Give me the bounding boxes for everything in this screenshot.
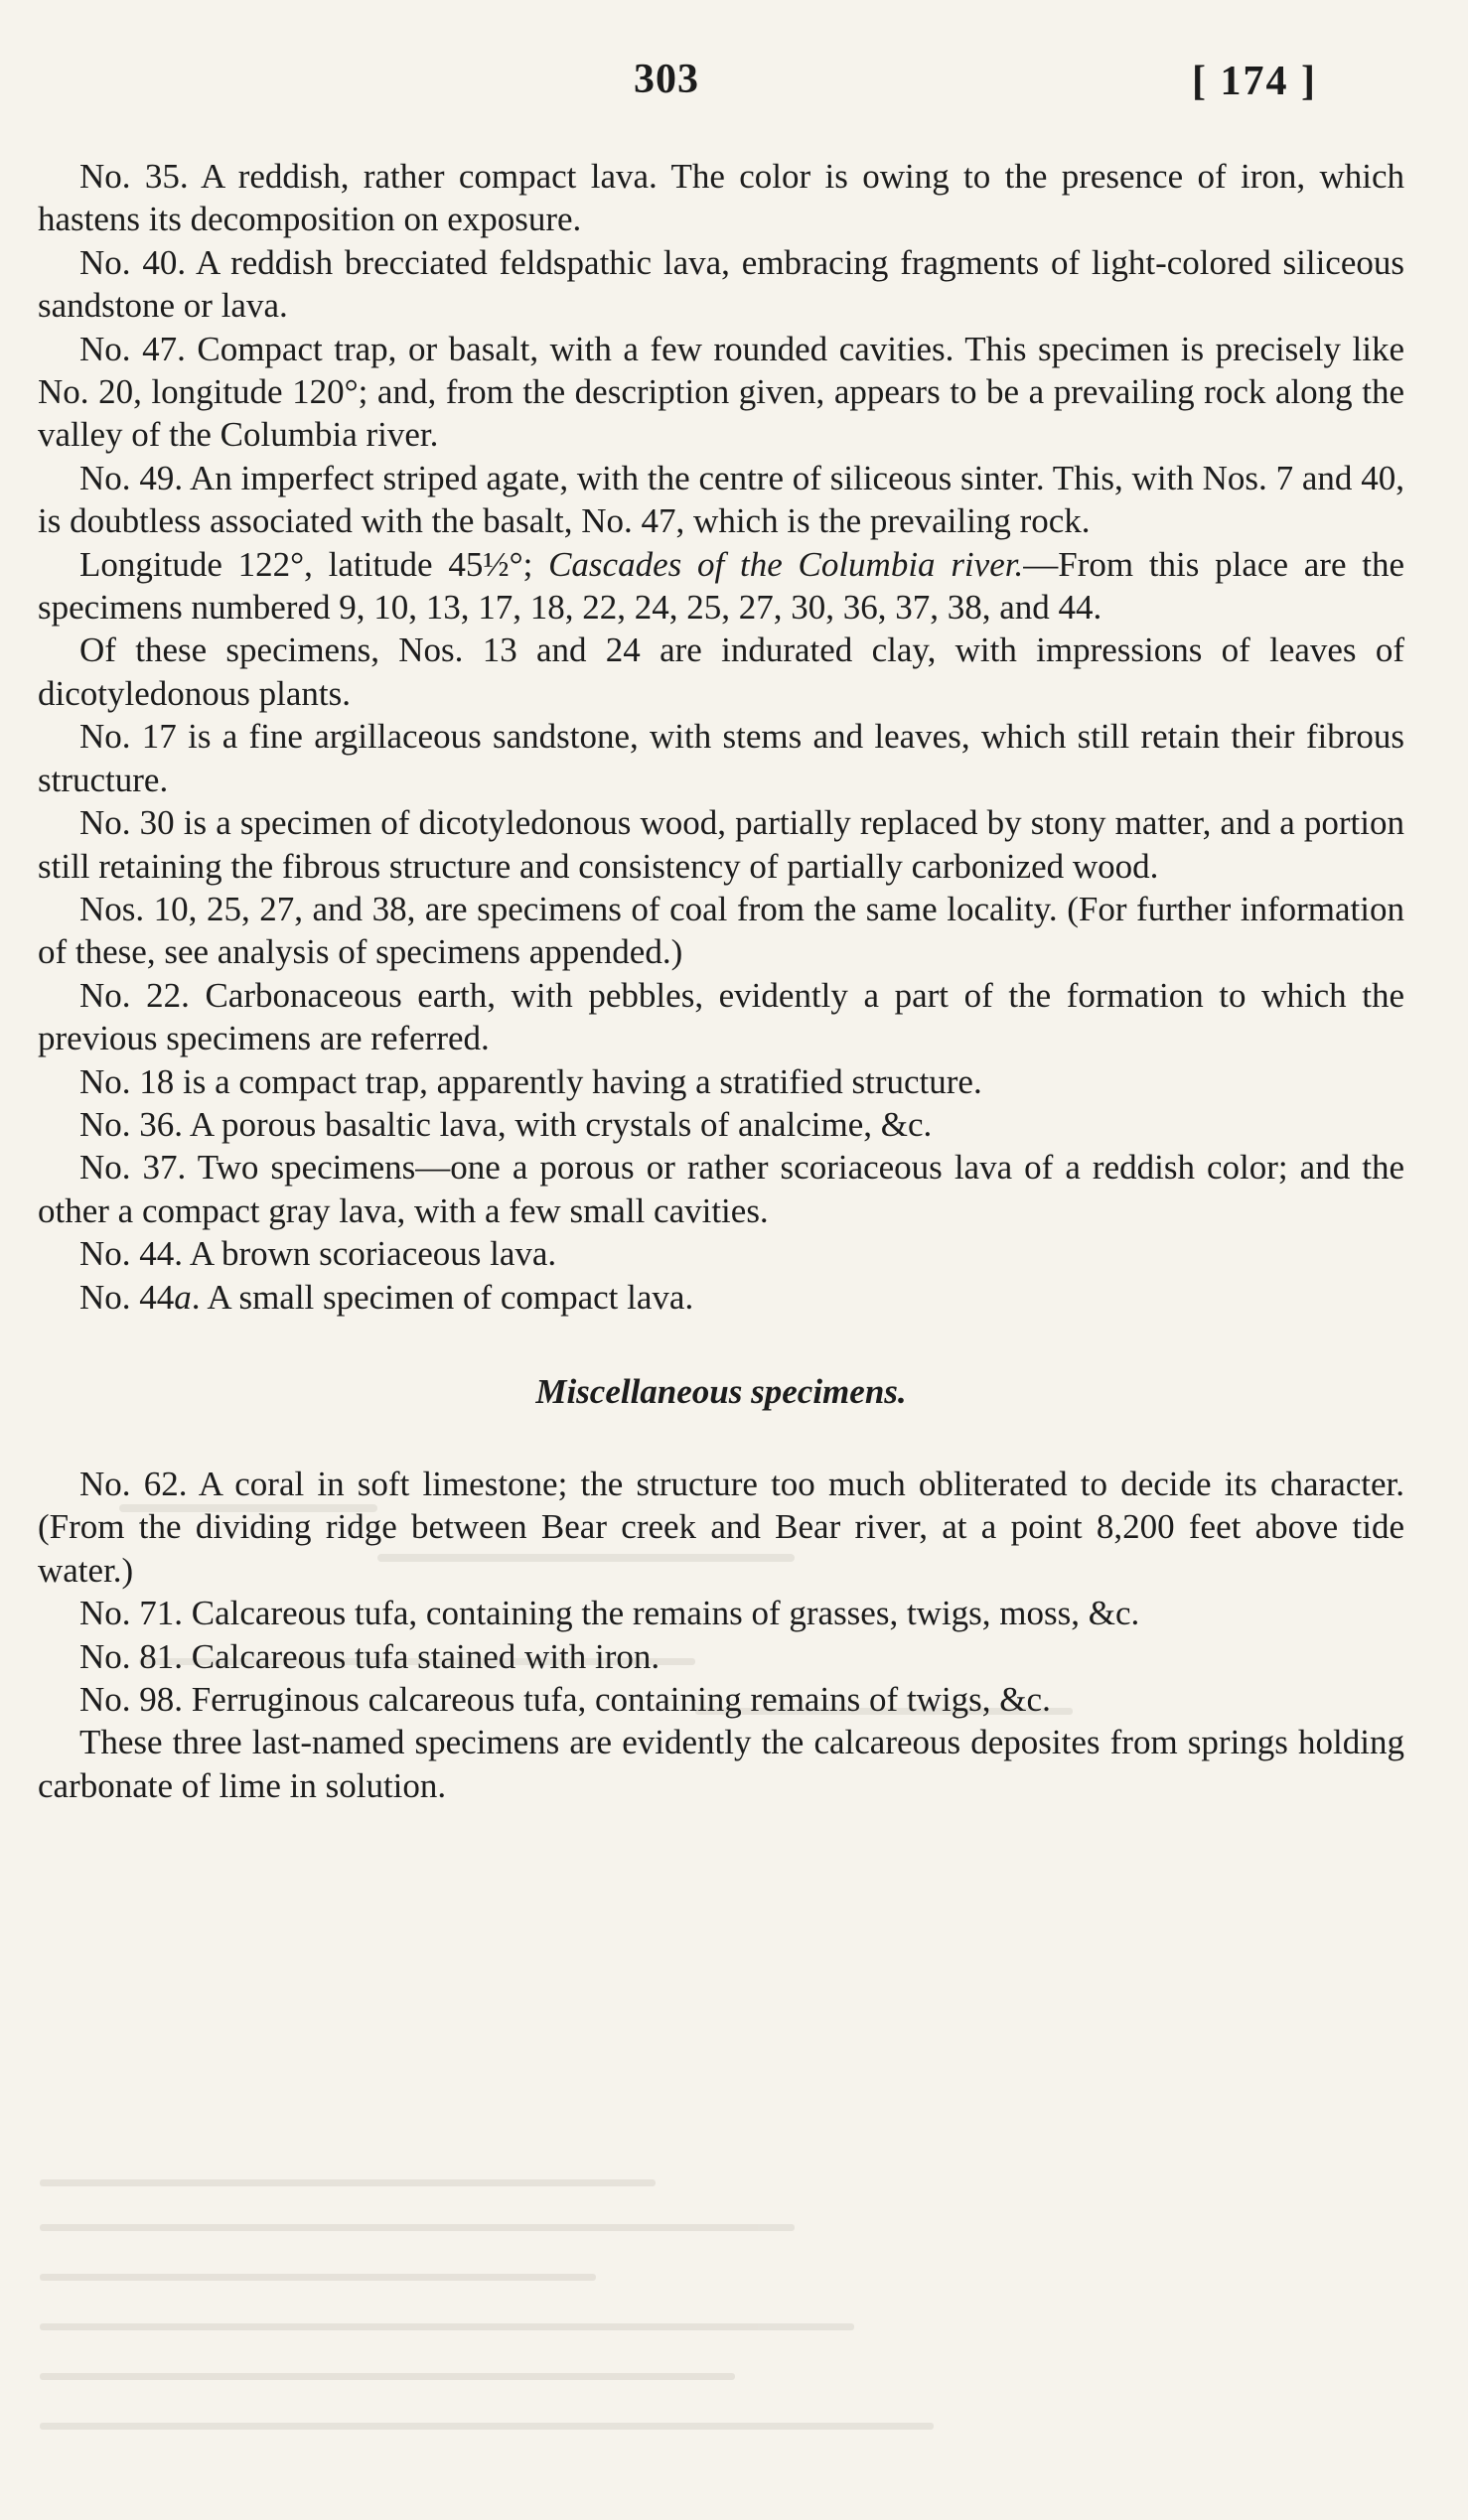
paragraph-no-49: No. 49. An imperfect striped agate, with the centre of siliceous sinter. This, with Nos. 7 and 40, is doubtless associated with the basalt, No. 47, which is the prevailing rock. <box>38 458 1404 541</box>
cascades-coordinates: Longitude 122°, latitude 45½°; <box>79 544 549 584</box>
cascades-place-name: Cascades of the Columbia river. <box>548 544 1024 584</box>
paragraph-coal-specimens: Nos. 10, 25, 27, and 38, are specimens of coal from the same locality. (For further information of these, see analysis of specimens appended.) <box>38 889 1404 972</box>
paragraph-no-36: No. 36. A porous basaltic lava, with crystals of analcime, &c. <box>79 1104 933 1144</box>
paragraph-no-44a <box>38 1276 1404 1319</box>
cascades-specimen-list: —From this place are the specimens numbered 9, 10, 13, 17, 18, 22, 24, 25, 27, 30, 36, 37, 38, and 44. <box>38 544 1404 628</box>
paragraph-no-62: No. 62. A coral in soft limestone; the structure too much obliterated to decide its character. (From the dividing ridge between Bear creek and Bear river, at a point 8,200 feet above tide water.) <box>38 1464 1404 1590</box>
paragraph-no-22: No. 22. Carbonaceous earth, with pebbles, evidently a part of the formation to which the previous specimens are referred. <box>38 975 1404 1058</box>
paragraph-no-44: No. 44. A brown scoriaceous lava. <box>79 1234 557 1274</box>
paragraph-nos-13-24: Of these specimens, Nos. 13 and 24 are indurated clay, with impressions of leaves of dicotyledonous plants. <box>38 630 1404 713</box>
paragraph-cascades <box>38 543 1404 630</box>
paragraph-no-17: No. 17 is a fine argillaceous sandstone, with stems and leaves, which still retain their fibrous structure. <box>38 717 1404 799</box>
paragraph-no-71: No. 71. Calcareous tufa, containing the remains of grasses, twigs, moss, &c. <box>79 1594 1140 1633</box>
no-44a-number: No. 44 <box>79 1277 175 1317</box>
body-text <box>38 155 1404 1807</box>
paragraph-no-30: No. 30 is a specimen of dicotyledonous wood, partially replaced by stony matter, and a portion still retaining the fibrous structure and consistency of partially carbonized wood. <box>38 803 1404 886</box>
paragraph-no-98: No. 98. Ferruginous calcareous tufa, containing remains of twigs, &c. <box>79 1680 1051 1719</box>
paragraph-no-47: No. 47. Compact trap, or basalt, with a few rounded cavities. This specimen is precisely like No. 20, longitude 120°; and, from the description given, appears to be a prevailing rock along the valley of the Columbia river. <box>38 329 1404 455</box>
no-44a-description: . A small specimen of compact lava. <box>191 1277 694 1317</box>
original-page-number: [ 174 ] <box>1192 59 1317 104</box>
paragraph-no-35: No. 35. A reddish, rather compact lava. The color is owing to the presence of iron, which hastens its decomposition on exposure. <box>38 157 1404 239</box>
paragraph-no-81: No. 81. Calcareous tufa stained with iron. <box>79 1636 661 1676</box>
page-header <box>0 52 1468 131</box>
section-heading-miscellaneous: Miscellaneous specimens. <box>535 1371 907 1411</box>
paragraph-no-40: No. 40. A reddish brecciated feldspathic lava, embracing fragments of light-colored siliceous sandstone or lava. <box>38 242 1404 326</box>
paragraph-no-37: No. 37. Two specimens—one a porous or rather scoriaceous lava of a reddish color; and the other a compact gray lava, with a few small cavities. <box>38 1148 1404 1230</box>
no-44a-letter: a <box>174 1277 192 1317</box>
paragraph-conclusion: These three last-named specimens are evidently the calcareous deposites from springs holding carbonate of lime in solution. <box>38 1723 1404 1805</box>
page-number: 303 <box>634 57 699 102</box>
paragraph-no-18: No. 18 is a compact trap, apparently having a stratified structure. <box>79 1061 982 1101</box>
